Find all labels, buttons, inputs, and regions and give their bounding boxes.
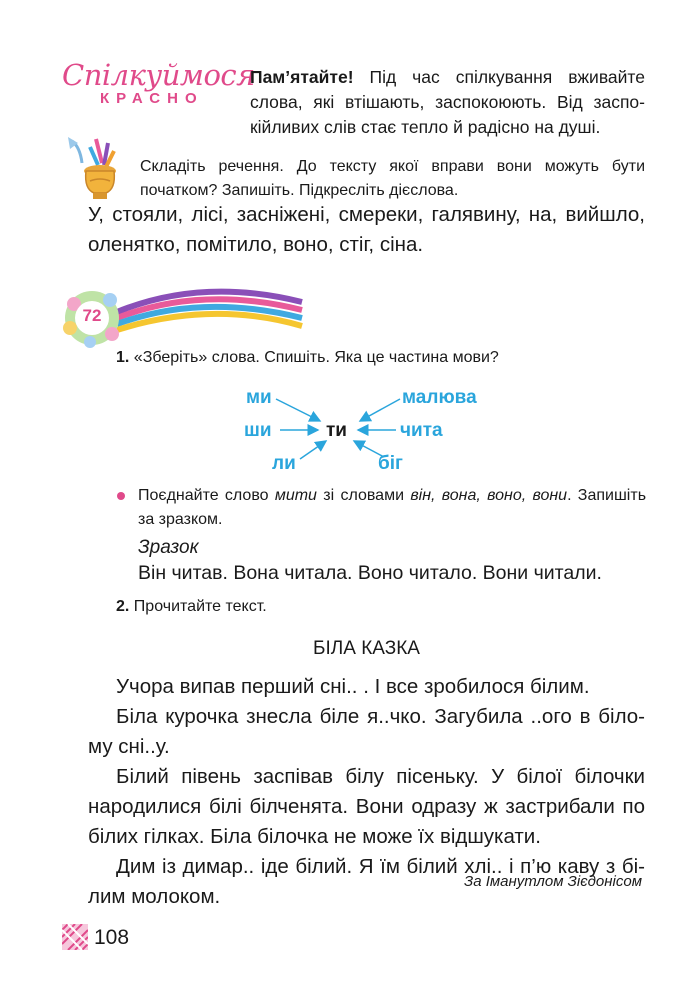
arrow-li xyxy=(300,441,326,459)
exercise-words: У, стояли, лісі, засніжені, смереки, галявину, на, вийшло, оленятко, помітило, воно, стіг, сіна. xyxy=(88,203,645,256)
task2-text: Прочитайте текст. xyxy=(133,598,267,615)
vase-icon xyxy=(62,133,134,205)
exercise-instruction: Складіть речення. До тексту якої вправи вони можуть бути початком? Запишіть. Підкресліть дієслова. xyxy=(140,158,645,199)
bullet-pronouns: він, вона, воно, вони xyxy=(410,487,568,504)
remember-note xyxy=(250,65,645,140)
syllable-left-1: ми xyxy=(246,387,272,408)
story-paragraph: Учора випав перший сні.. . І все зробилося білим. xyxy=(116,675,590,698)
bullet-word: мити xyxy=(274,487,317,504)
bullet-text-2: зі словами xyxy=(316,487,411,504)
logo-subtitle: КРАСНО xyxy=(100,90,204,107)
story-paragraph: Білий півень заспівав білу пісеньку. У білої білочки народилися білі білченята. Вони одразу ж застрибали по білих гілках. Біла білочка не може їх відшукати. xyxy=(88,765,645,848)
syllable-left-2: ши xyxy=(244,420,272,441)
syllable-right-3: біг xyxy=(378,453,403,474)
ornament-icon xyxy=(62,924,88,950)
task2-number: 2. xyxy=(116,598,130,615)
lesson-number: 72 xyxy=(82,306,102,325)
remember-label: Пам’ятайте! xyxy=(250,67,354,87)
bullet-text-1: Поєднайте слово xyxy=(138,487,275,504)
task1 xyxy=(116,346,646,370)
task2 xyxy=(116,595,646,619)
task1-number: 1. xyxy=(116,349,130,366)
story-title: БІЛА КАЗКА xyxy=(313,638,420,659)
syllable-right-1: малюва xyxy=(402,387,477,408)
sample-text: Він читав. Вона читала. Воно читало. Вони читали. xyxy=(138,562,602,584)
sample-label: Зразок xyxy=(138,537,199,558)
page-number: 108 xyxy=(94,926,130,949)
syllable-center: ти xyxy=(326,420,347,441)
arrow-mi xyxy=(276,399,320,421)
syllable-left-3: ли xyxy=(272,453,296,474)
remember-text: Під час спілкування вживайте слова, які втішають, заспокоюють. Від заспо-кійливих слів стає тепло й радісно на душі. xyxy=(250,67,645,137)
story-paragraph: Біла курочка знесла біле я..чко. Загубила ..ого в біло-му сні..у. xyxy=(88,705,645,758)
story-author: За Іманутлом Зієдонісом xyxy=(463,873,642,890)
bullet-dot xyxy=(117,492,125,500)
logo-title: Спілкуймося xyxy=(62,58,255,92)
arrow-malyuva xyxy=(360,399,400,421)
bullet-instruction xyxy=(138,484,646,532)
bullet-text-3: . Запишіть за зразком. xyxy=(138,487,647,528)
task1-text: «Зберіть» слова. Спишіть. Яка це частина мови? xyxy=(133,349,499,366)
syllable-right-2: чита xyxy=(400,420,443,441)
story-paragraph: Дим із димар.. іде білий. Я їм білий хлі.. і п’ю каву з бі-лим молоком. xyxy=(88,855,645,908)
